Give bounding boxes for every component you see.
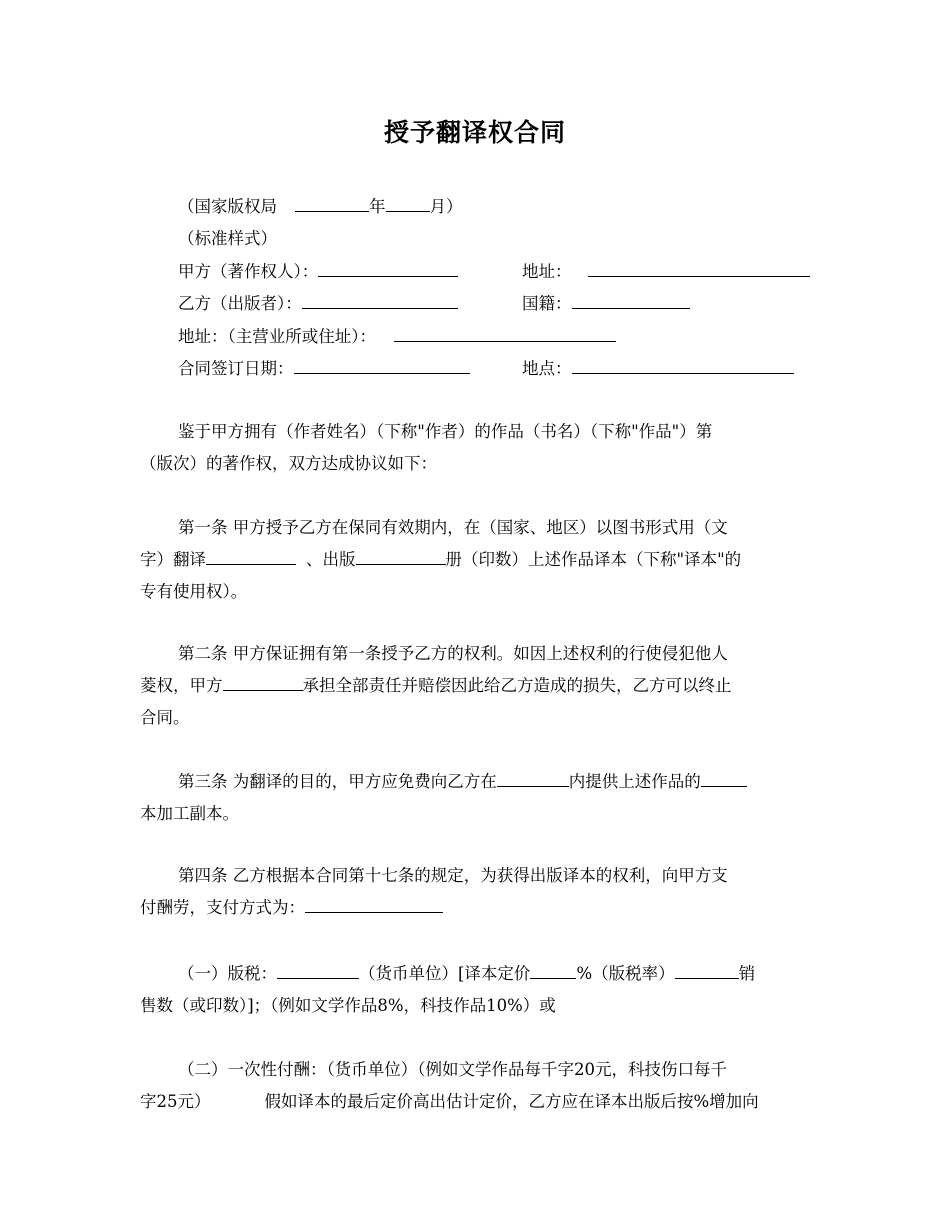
nationality-label: 国籍： — [522, 294, 572, 313]
place-line — [522, 355, 794, 379]
royalty-amount-blank — [277, 961, 359, 979]
article1-line-3: 专有使用权）。 — [140, 582, 248, 601]
royalty-price-text: （货币单位）[译本定价 — [359, 964, 531, 983]
royalty-label: （一）版税： — [178, 964, 277, 983]
lump-sum-line-1: （二）一次性付酬：（货币单位）（例如文学作品每千字20元，科技伤口每千 — [178, 1060, 727, 1079]
article3-copies-blank — [701, 769, 747, 787]
article2-liability-text: 承担全部责任并赔偿因此给乙方造成的损失，乙方可以终止 — [302, 676, 732, 695]
payment-method-blank — [305, 895, 443, 913]
article1-publish-label: 、出版 — [306, 550, 356, 569]
preamble-line-1: 鉴于甲方拥有（作者姓名）（下称"作者）的作品（书名）（下称"作品"）第 — [178, 422, 713, 441]
publish-blank — [356, 547, 446, 565]
month-blank — [386, 194, 430, 212]
article1-line-1: 第一条 甲方授予乙方在保同有效期内，在（国家、地区）以图书形式用（文 — [178, 518, 728, 537]
article4-line-2 — [140, 894, 443, 918]
address1-blank — [588, 259, 810, 277]
royalty-line-2: 售数（或印数）]；（例如文学作品8%，科技作品10%）或 — [140, 996, 556, 1015]
address2-blank — [394, 324, 616, 342]
address2-label: 地址：（主营业所或住址）： — [178, 327, 376, 346]
sign-date-line — [178, 355, 470, 379]
party-b-line — [178, 290, 458, 314]
royalty-sales-blank — [675, 961, 739, 979]
bureau-prefix: （国家版权局 — [178, 197, 277, 216]
article4-payment-label: 付酬劳，支付方式为： — [140, 898, 305, 917]
bureau-line — [178, 193, 463, 217]
sign-date-blank — [294, 356, 470, 374]
standard-form-label: （标准样式） — [178, 229, 277, 248]
party-a-blank — [318, 259, 458, 277]
address1-label: 地址： — [522, 262, 572, 281]
royalty-sales-text: 销 — [738, 964, 756, 983]
nationality-line — [522, 290, 690, 314]
article3-line-1 — [178, 768, 747, 792]
translate-blank — [206, 547, 296, 565]
article3-period-blank — [497, 769, 569, 787]
article4-line-1: 第四条 乙方根据本合同第十七条的规定，为获得出版译本的权利，向甲方支 — [178, 866, 728, 885]
article3-text-a: 第三条 为翻译的目的，甲方应免费向乙方在 — [178, 772, 497, 791]
royalty-rate-text: %（版税率） — [576, 964, 675, 983]
address2-line — [178, 323, 616, 347]
party-a-line — [178, 258, 458, 282]
article2-party-a-label: 菱权，甲方 — [140, 676, 223, 695]
place-blank — [572, 356, 794, 374]
article1-translate-label: 字）翻译 — [140, 550, 206, 569]
year-label: 年 — [369, 197, 386, 216]
lump-sum-adjust-text: 假如译本的最后定价高出估计定价，乙方应在译本出版后按%增加向 — [264, 1092, 759, 1111]
article1-line-2 — [140, 546, 741, 570]
party-b-blank — [302, 291, 458, 309]
royalty-line-1 — [178, 960, 755, 984]
address1-line — [522, 258, 810, 282]
year-blank — [295, 194, 369, 212]
lump-sum-rate-text: 字25元） — [140, 1092, 211, 1111]
article1-copies-text: 册（印数）上述作品译本（下称"译本"的 — [445, 550, 742, 569]
article2-line-2 — [140, 672, 732, 696]
article2-line-3: 合同。 — [140, 708, 190, 727]
sign-date-label: 合同签订日期： — [178, 359, 294, 378]
article3-text-b: 内提供上述作品的 — [568, 772, 701, 791]
lump-sum-line-2 — [140, 1088, 759, 1112]
nationality-blank — [572, 291, 690, 309]
article2-line-1: 第二条 甲方保证拥有第一条授予乙方的权利。如因上述权利的行使侵犯他人 — [178, 644, 728, 663]
royalty-rate-blank — [530, 961, 576, 979]
party-b-label: 乙方（出版者）： — [178, 294, 302, 313]
party-a-label: 甲方（著作权人）： — [178, 262, 319, 281]
place-label: 地点： — [522, 359, 572, 378]
article2-blank — [223, 673, 303, 691]
document-title: 授予翻译权合同 — [383, 118, 566, 147]
month-label: 月） — [429, 197, 463, 216]
preamble-line-2: （版次）的著作权，双方达成协议如下： — [140, 454, 437, 473]
article3-line-2: 本加工副本。 — [140, 804, 239, 823]
